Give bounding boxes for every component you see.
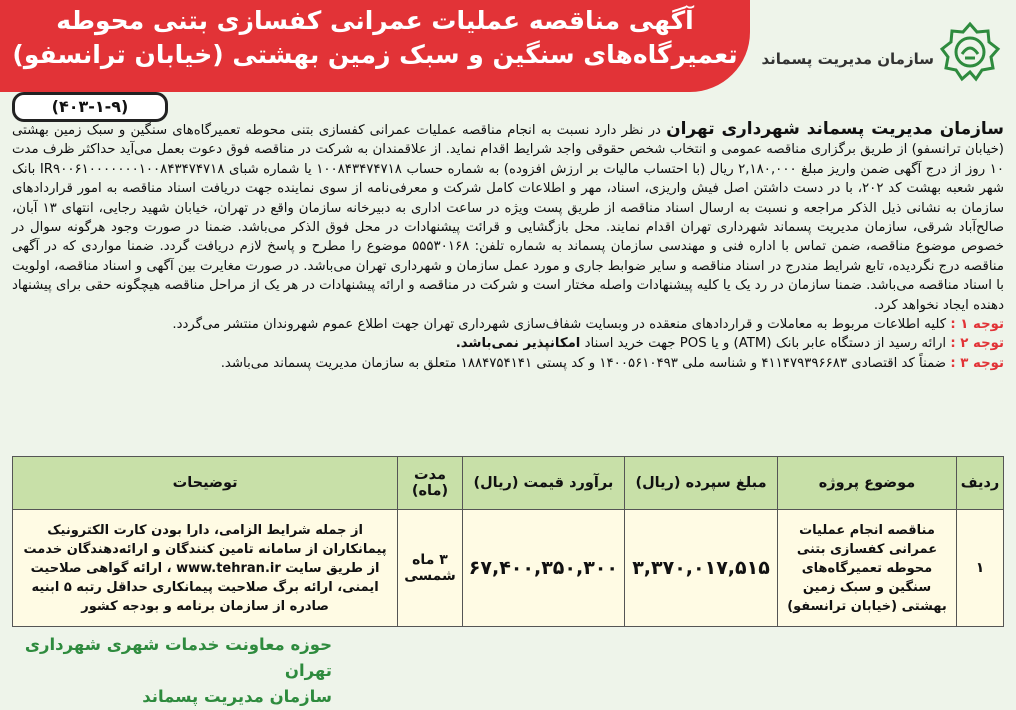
organization-name: سازمان مدیریت پسماند شهرداری تهران bbox=[666, 119, 1005, 139]
tender-table bbox=[12, 456, 1004, 627]
header-description: توضیحات bbox=[13, 457, 398, 510]
organization-logo bbox=[760, 20, 1010, 90]
note-2-label: توجه ۲ : bbox=[950, 336, 1004, 352]
header-banner bbox=[0, 0, 750, 92]
note-1-label: توجه ۱ : bbox=[950, 317, 1004, 333]
note-2-text: ارائه رسید از دستگاه عابر بانک (ATM) و یا POS جهت خرید اسناد bbox=[580, 336, 951, 352]
note-3-text: ضمناً کد اقتصادی ۴۱۱۴۷۹۳۹۶۶۸۳ و شناسه ملی ۱۴۰۰۵۶۱۰۴۹۳ و کد پستی ۱۸۸۴۷۵۴۱۴۱ متعلق به سازمان مدیریت پسماند می‌باشد. bbox=[220, 355, 951, 371]
header-deposit-amount: مبلغ سپرده (ریال) bbox=[625, 457, 778, 510]
note-3-label: توجه ۳ : bbox=[950, 355, 1004, 371]
note-1 bbox=[12, 315, 1004, 334]
footer-organization bbox=[12, 632, 332, 710]
table-row bbox=[13, 510, 1004, 627]
intro-text: در نظر دارد نسبت به انجام مناقصه عملیات عمرانی کفسازی بتنی محوطه تعمیرگاه‌های سنگین و سبک زمین بهشتی (خیابان ترانسفو) از طریق برگزاری مناقصه عمومی و انتخاب شخص حقوقی واجد شرایط اقدام نماید. از علاقمندان به شرکت در مناقصه فوق دعوت بعمل می‌آید حداکثر ظرف مدت ۱۰ روز از درج آگهی ضمن واریز مبلغ ۲,۱۸۰,۰۰۰ ریال (با احتساب مالیات بر ارزش افزوده) به شماره حساب ۱۰۰۸۴۳۴۷۴۷۱۸ یا شماره شبای IR۹۰۰۶۱۰۰۰۰۰۰۰۱۰۰۸۴۳۴۷۴۷۱۸ بانک شهر شعبه بهشت کد ۲۰۲، با در دست داشتن اصل فیش واریزی، اسناد، مهر و اطلاعات کامل شرکت و معرفی‌نامه از سوی نماینده جهت دریافت اسناد مناقصه به امور قراردادهای سازمان به نشانی ذیل الذکر مراجعه و نسبت به ارسال اسناد مناقصه از طریق پست ویژه در ساعت اداری به دبیرخانه سازمان واقع در تهران، خیابان شهید رجایی، انتهای ۱۳ آبان، صالح‌آباد شرقی، سازمان مدیریت پسماند شهرداری تهران اقدام نمایند. محل بازگشایی و قرائت پیشنهادات در محل فوق الذکر می‌باشد. ضمنا در صورت وجود هرگونه سوال در خصوص موضوع مناقصه، ضمن تماس با اداره فنی و مهندسی سازمان پسماند به شماره تلفن: ۵۵۵۳۰۱۶۸ موضوع را مطرح و پاسخ لازم دریافت گردد. ضمنا مواردی که در آگهی مناقصه درج نگردیده، تابع شرایط مندرج در اسناد مناقصه و سایر ضوابط جاری و مورد عمل سازمان و شهرداری تهران می‌باشد. در صورت مغایرت بین آگهی و اسناد مناقصه، اولویت با اسناد مناقصه می‌باشد. ضمنا سازمان در رد یک یا کلیه پیشنهادات واصله مختار است و شرکت در مناقصه و ارائه پیشنهادات در هر یک از مراحل مناقصه هیچگونه حقی برای پیشنهاد دهنده ایجاد نخواهد کرد. bbox=[12, 123, 1004, 313]
cell-project-subject: مناقصه انجام عملیات عمرانی کفسازی بتنی محوطه تعمیرگاه‌های سنگین و سبک زمین بهشتی (خیابان ترانسفو) bbox=[778, 510, 957, 627]
cell-row-number: ۱ bbox=[957, 510, 1004, 627]
notice-title-line2: تعمیرگاه‌های سنگین و سبک زمین بهشتی (خیابان ترانسفو) bbox=[12, 40, 738, 69]
notice-body bbox=[12, 120, 1004, 373]
header-project-subject: موضوع پروژه bbox=[778, 457, 957, 510]
intro-paragraph bbox=[12, 120, 1004, 315]
cell-duration: ۳ ماه شمسی bbox=[398, 510, 463, 627]
cell-description: از جمله شرایط الزامی، دارا بودن کارت الکترونیک پیمانکاران از سامانه تامین کنندگان و ارائه‌دهندگان خدمت از طریق سایت www.tehran.ir ، ارائه گواهی صلاحیت ایمنی، ارائه برگ صلاحیت پیمانکاری حداقل رتبه ۵ ابنیه صادره از سازمان برنامه و بودجه کشور bbox=[13, 510, 398, 627]
tehran-municipality-logo-icon bbox=[938, 20, 1002, 84]
footer-line-1: حوزه معاونت خدمات شهری شهرداری تهران bbox=[24, 635, 332, 680]
table-header-row bbox=[13, 457, 1004, 510]
note-1-text: کلیه اطلاعات مربوط به معاملات و قراردادهای منعقده در وبسایت شفاف‌سازی شهرداری تهران جهت اطلاع عموم شهروندان منتشر می‌گردد. bbox=[172, 317, 951, 333]
cell-price-estimate: ۶۷,۴۰۰,۳۵۰,۳۰۰ bbox=[462, 510, 624, 627]
note-2 bbox=[12, 334, 1004, 353]
logo-text: سازمان مدیریت پسماند bbox=[761, 50, 934, 68]
note-2-bold-text: امکانپذیر نمی‌باشد. bbox=[455, 336, 581, 352]
notice-title-line1: آگهی مناقصه عملیات عمرانی کفسازی بتنی محوطه bbox=[56, 6, 694, 35]
cell-deposit-amount: ۳,۳۷۰,۰۱۷,۵۱۵ bbox=[625, 510, 778, 627]
header-price-estimate: برآورد قیمت (ریال) bbox=[462, 457, 624, 510]
header-duration: مدت (ماه) bbox=[398, 457, 463, 510]
note-3 bbox=[12, 354, 1004, 373]
footer-line-2: سازمان مدیریت پسماند bbox=[142, 687, 332, 706]
reference-number: (۴۰۳-۱-۹) bbox=[12, 92, 168, 122]
header-row-number: ردیف bbox=[957, 457, 1004, 510]
